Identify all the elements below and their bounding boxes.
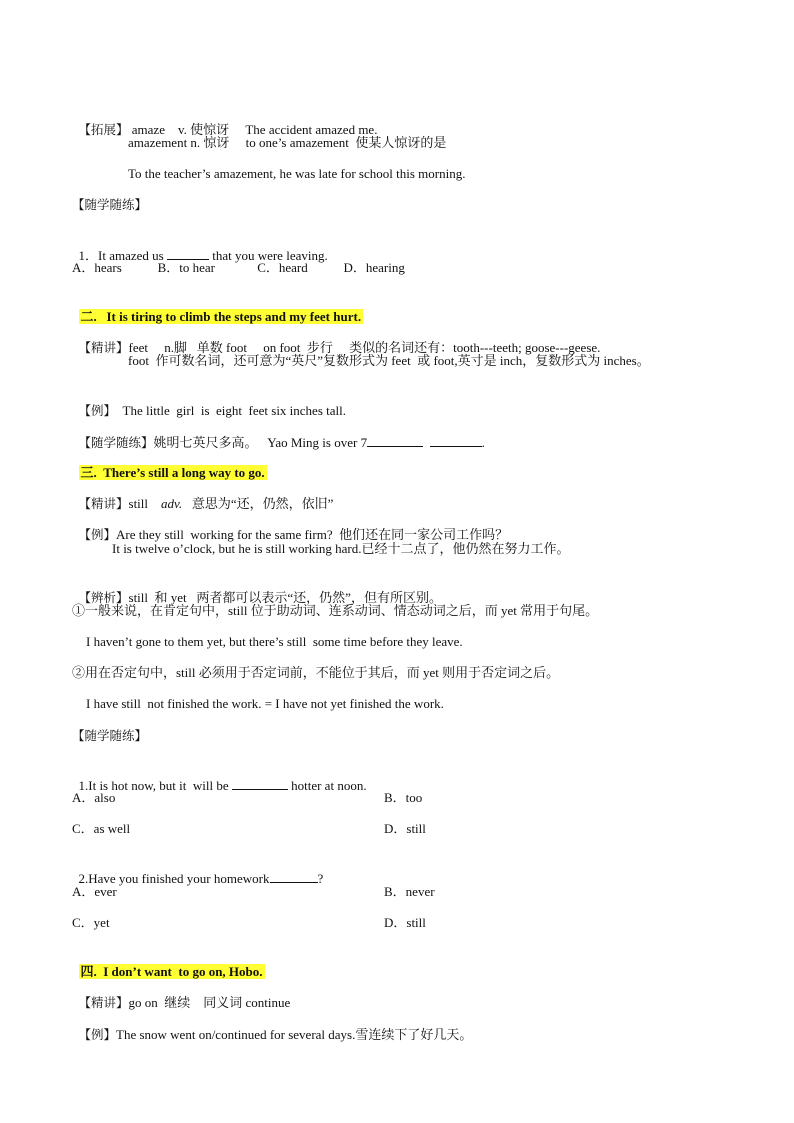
amazement-example: To the teacher’s amazement, he was late for school this morning. — [128, 166, 466, 181]
go-on-example-line — [72, 1008, 472, 1044]
question-amaze-options: A．hears B．to hear C．heard D．hearing — [72, 260, 405, 275]
still-yet-compare-text: still 和 yet 两者都可以表示“还，仍然”，但有所区别。 — [128, 590, 442, 605]
rule-2-example: I have still not finished the work. = I have not yet finished the work. — [86, 696, 444, 711]
section-3-heading-text: 三. There’s still a long way to go. — [80, 465, 265, 480]
rule-2: ②用在否定句中，still 必须用于否定词前，不能位于其后，而 yet 则用于否定词之后。 — [72, 665, 560, 680]
still-example-2: It is twelve o’clock, but he is still working hard.已经十二点了，他仍然在努力工作。 — [112, 541, 570, 556]
example-tag: 【例】 — [78, 403, 117, 418]
section-2-heading-text: 二. It is tiring to climb the steps and my feet hurt. — [80, 309, 362, 324]
question-still-1-start: 1.It is hot now, but it will be — [78, 778, 232, 793]
explain-tag: 【精讲】 — [78, 995, 129, 1010]
expand-tag: 【拓展】 — [78, 122, 129, 137]
still-explain-word: still — [128, 496, 162, 511]
option-2c: C．yet — [72, 915, 110, 930]
question-still-1-end: hotter at noon. — [287, 778, 367, 793]
option-1c: C．as well — [72, 821, 131, 836]
answer-blank[interactable] — [232, 776, 288, 790]
expand-amaze-text: amaze v. 使惊讶 The accident amazed me. — [128, 122, 378, 137]
option-1b: B．too — [384, 790, 423, 805]
question-still-2-end: ? — [317, 871, 324, 886]
practice-tag-1: 【随学随练】 — [72, 197, 148, 212]
explain-tag: 【精讲】 — [78, 340, 129, 355]
feet-explain-text: feet n.脚 单数 foot on foot 步行 类似的名词还有：tooth---teeth; goose---geese. — [128, 340, 601, 355]
answer-blank[interactable] — [430, 433, 482, 447]
still-example-text: Are they still working for the same firm? 他们还在同一家公司工作吗？ — [116, 527, 509, 542]
question-amaze-end: that you were leaving. — [208, 248, 328, 263]
amazement-line: amazement n. 惊讶 to one’s amazement 使某人惊讶的是 — [128, 135, 447, 150]
option-2b: B．never — [384, 884, 435, 899]
compare-tag: 【辨析】 — [78, 590, 129, 605]
still-example-line — [72, 508, 508, 544]
example-tag: 【例】 — [78, 1027, 117, 1042]
rule-1: ①一般来说，在肯定句中，still 位于助动词、连系动词、情态动词之后，而 yet 常用于句尾。 — [72, 603, 599, 618]
yaoming-practice-end: . — [481, 435, 485, 450]
answer-blank[interactable] — [167, 246, 209, 260]
go-on-explain-line — [72, 976, 290, 1012]
answer-blank[interactable] — [270, 869, 318, 883]
option-1a: A．also — [72, 790, 116, 805]
go-on-example-text: The snow went on/continued for several days.雪连续下了好几天。 — [116, 1027, 473, 1042]
question-amaze-start: 1．It amazed us — [78, 248, 167, 263]
practice-tag-2: 【随学随练】 — [78, 435, 154, 450]
question-still-2-start: 2.Have you finished your homework — [78, 871, 270, 886]
option-2d: D．still — [384, 915, 426, 930]
question-still-1 — [72, 758, 367, 795]
still-explain-pos: adv. — [161, 496, 183, 511]
answer-blank[interactable] — [367, 433, 423, 447]
example-tag: 【例】 — [78, 527, 117, 542]
section-4-heading-text: 四. I don’t want to go on, Hobo. — [80, 964, 263, 979]
option-1d: D．still — [384, 821, 426, 836]
explain-tag: 【精讲】 — [78, 496, 129, 511]
foot-explain-line-2: foot 作可数名词，还可意为“英尺”复数形式为 feet 或 foot,英寸是 inch，复数形式为 inches。 — [128, 353, 650, 368]
practice-tag-3: 【随学随练】 — [72, 728, 148, 743]
rule-1-example: I haven’t gone to them yet, but there’s still some time before they leave. — [86, 634, 463, 649]
feet-example-text: The little girl is eight feet six inches tall. — [116, 403, 346, 418]
yaoming-practice-text: 姚明七英尺多高。 Yao Ming is over 7 — [153, 435, 368, 450]
go-on-explain-text: go on 继续 同义词 continue — [128, 995, 291, 1010]
option-2a: A．ever — [72, 884, 117, 899]
still-explain-meaning: 意思为“还，仍然，依旧” — [182, 496, 334, 511]
